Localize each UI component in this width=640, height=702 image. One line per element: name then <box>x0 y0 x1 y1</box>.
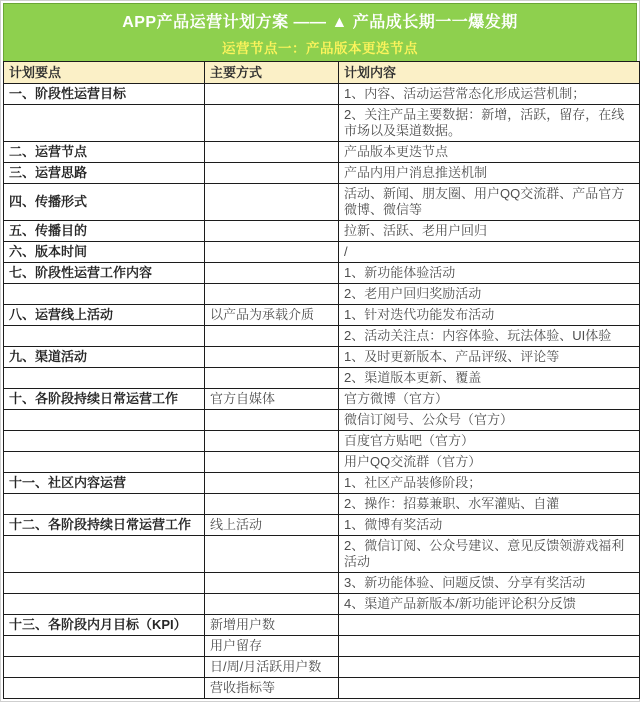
table-row <box>4 536 640 573</box>
cell-point <box>4 594 205 615</box>
cell-point: 三、运营思路 <box>4 163 205 184</box>
table-row <box>4 105 640 142</box>
cell-point <box>4 452 205 473</box>
table-row <box>4 389 640 410</box>
cell-content: 1、微博有奖活动 <box>339 515 640 536</box>
cell-point <box>4 657 205 678</box>
cell-method <box>205 242 339 263</box>
cell-method: 线上活动 <box>205 515 339 536</box>
cell-content <box>339 657 640 678</box>
cell-content: 产品内用户消息推送机制 <box>339 163 640 184</box>
plan-title: APP产品运营计划方案 —— ▲ 产品成长期一一爆发期 <box>122 13 518 31</box>
cell-method: 新增用户数 <box>205 615 339 636</box>
table-row <box>4 326 640 347</box>
column-header-plan-points: 计划要点 <box>4 62 205 84</box>
cell-point <box>4 368 205 389</box>
table-row <box>4 515 640 536</box>
cell-point: 九、渠道活动 <box>4 347 205 368</box>
column-header-main-method: 主要方式 <box>205 62 339 84</box>
cell-method <box>205 263 339 284</box>
cell-method <box>205 163 339 184</box>
cell-method: 营收指标等 <box>205 678 339 699</box>
cell-method <box>205 410 339 431</box>
cell-content: 用户QQ交流群（官方） <box>339 452 640 473</box>
table-row <box>4 636 640 657</box>
header-row <box>4 62 640 84</box>
column-header-plan-content: 计划内容 <box>339 62 640 84</box>
cell-method <box>205 84 339 105</box>
table-row <box>4 615 640 636</box>
cell-method <box>205 494 339 515</box>
cell-point: 二、运营节点 <box>4 142 205 163</box>
cell-content <box>339 615 640 636</box>
cell-method <box>205 473 339 494</box>
table-row <box>4 494 640 515</box>
cell-point: 七、阶段性运营工作内容 <box>4 263 205 284</box>
table-row <box>4 263 640 284</box>
operation-plan-table <box>3 61 640 699</box>
cell-point <box>4 494 205 515</box>
table-row <box>4 431 640 452</box>
cell-method <box>205 536 339 573</box>
table-row <box>4 221 640 242</box>
table-row <box>4 242 640 263</box>
cell-method: 用户留存 <box>205 636 339 657</box>
cell-content: 2、关注产品主要数据：新增，活跃，留存，在线市场以及渠道数据。 <box>339 105 640 142</box>
cell-content <box>339 678 640 699</box>
cell-method <box>205 431 339 452</box>
cell-method <box>205 326 339 347</box>
table-row <box>4 452 640 473</box>
cell-point <box>4 636 205 657</box>
cell-content: 1、社区产品装修阶段； <box>339 473 640 494</box>
cell-point: 十一、社区内容运营 <box>4 473 205 494</box>
table-body <box>4 84 640 699</box>
cell-content <box>339 636 640 657</box>
table-row <box>4 368 640 389</box>
cell-point: 四、传播形式 <box>4 184 205 221</box>
table-row <box>4 410 640 431</box>
table-row <box>4 573 640 594</box>
cell-point: 八、运营线上活动 <box>4 305 205 326</box>
table-row <box>4 163 640 184</box>
cell-point <box>4 678 205 699</box>
cell-content: 4、渠道产品新版本/新功能评论积分反馈 <box>339 594 640 615</box>
table-row <box>4 678 640 699</box>
cell-content: 1、及时更新版本、产品评级、评论等 <box>339 347 640 368</box>
cell-point: 十、各阶段持续日常运营工作 <box>4 389 205 410</box>
cell-content: 官方微博（官方） <box>339 389 640 410</box>
cell-point <box>4 536 205 573</box>
table-row <box>4 142 640 163</box>
cell-point <box>4 431 205 452</box>
cell-point: 六、版本时间 <box>4 242 205 263</box>
cell-content: 2、微信订阅、公众号建议、意见反馈领游戏福利活动 <box>339 536 640 573</box>
table-row <box>4 657 640 678</box>
cell-method <box>205 452 339 473</box>
cell-content: 产品版本更迭节点 <box>339 142 640 163</box>
cell-content: 2、操作：招募兼职、水军灌贴、自灌 <box>339 494 640 515</box>
cell-method: 官方自媒体 <box>205 389 339 410</box>
cell-content: 1、针对迭代功能发布活动 <box>339 305 640 326</box>
cell-content: 活动、新闻、朋友圈、用户QQ交流群、产品官方微博、微信等 <box>339 184 640 221</box>
cell-point: 五、传播目的 <box>4 221 205 242</box>
table-row <box>4 305 640 326</box>
table-row <box>4 473 640 494</box>
cell-content: 微信订阅号、公众号（官方） <box>339 410 640 431</box>
cell-method <box>205 368 339 389</box>
cell-content: / <box>339 242 640 263</box>
cell-point <box>4 410 205 431</box>
cell-method: 日/周/月活跃用户数 <box>205 657 339 678</box>
plan-subtitle: 运营节点一：产品版本更迭节点 <box>222 40 418 56</box>
table-header <box>4 62 640 84</box>
cell-point: 一、阶段性运营目标 <box>4 84 205 105</box>
cell-method: 以产品为承载介质 <box>205 305 339 326</box>
cell-content: 2、活动关注点：内容体验、玩法体验、UI体验 <box>339 326 640 347</box>
cell-method <box>205 573 339 594</box>
cell-content: 1、内容、活动运营常态化形成运营机制； <box>339 84 640 105</box>
cell-point <box>4 573 205 594</box>
cell-method <box>205 142 339 163</box>
cell-method <box>205 221 339 242</box>
cell-method <box>205 284 339 305</box>
cell-method <box>205 105 339 142</box>
cell-method <box>205 594 339 615</box>
cell-point: 十三、各阶段内月目标（KPI） <box>4 615 205 636</box>
cell-content: 2、老用户回归奖励活动 <box>339 284 640 305</box>
table-row <box>4 184 640 221</box>
table-title-banner <box>3 3 637 61</box>
cell-content: 拉新、活跃、老用户回归 <box>339 221 640 242</box>
table-row <box>4 347 640 368</box>
cell-point <box>4 326 205 347</box>
cell-point: 十二、各阶段持续日常运营工作 <box>4 515 205 536</box>
cell-content: 1、新功能体验活动 <box>339 263 640 284</box>
cell-content: 2、渠道版本更新、覆盖 <box>339 368 640 389</box>
cell-content: 百度官方贴吧（官方） <box>339 431 640 452</box>
table-row <box>4 594 640 615</box>
cell-content: 3、新功能体验、问题反馈、分享有奖活动 <box>339 573 640 594</box>
cell-point <box>4 105 205 142</box>
table-row <box>4 84 640 105</box>
cell-method <box>205 347 339 368</box>
table-row <box>4 284 640 305</box>
cell-method <box>205 184 339 221</box>
cell-point <box>4 284 205 305</box>
